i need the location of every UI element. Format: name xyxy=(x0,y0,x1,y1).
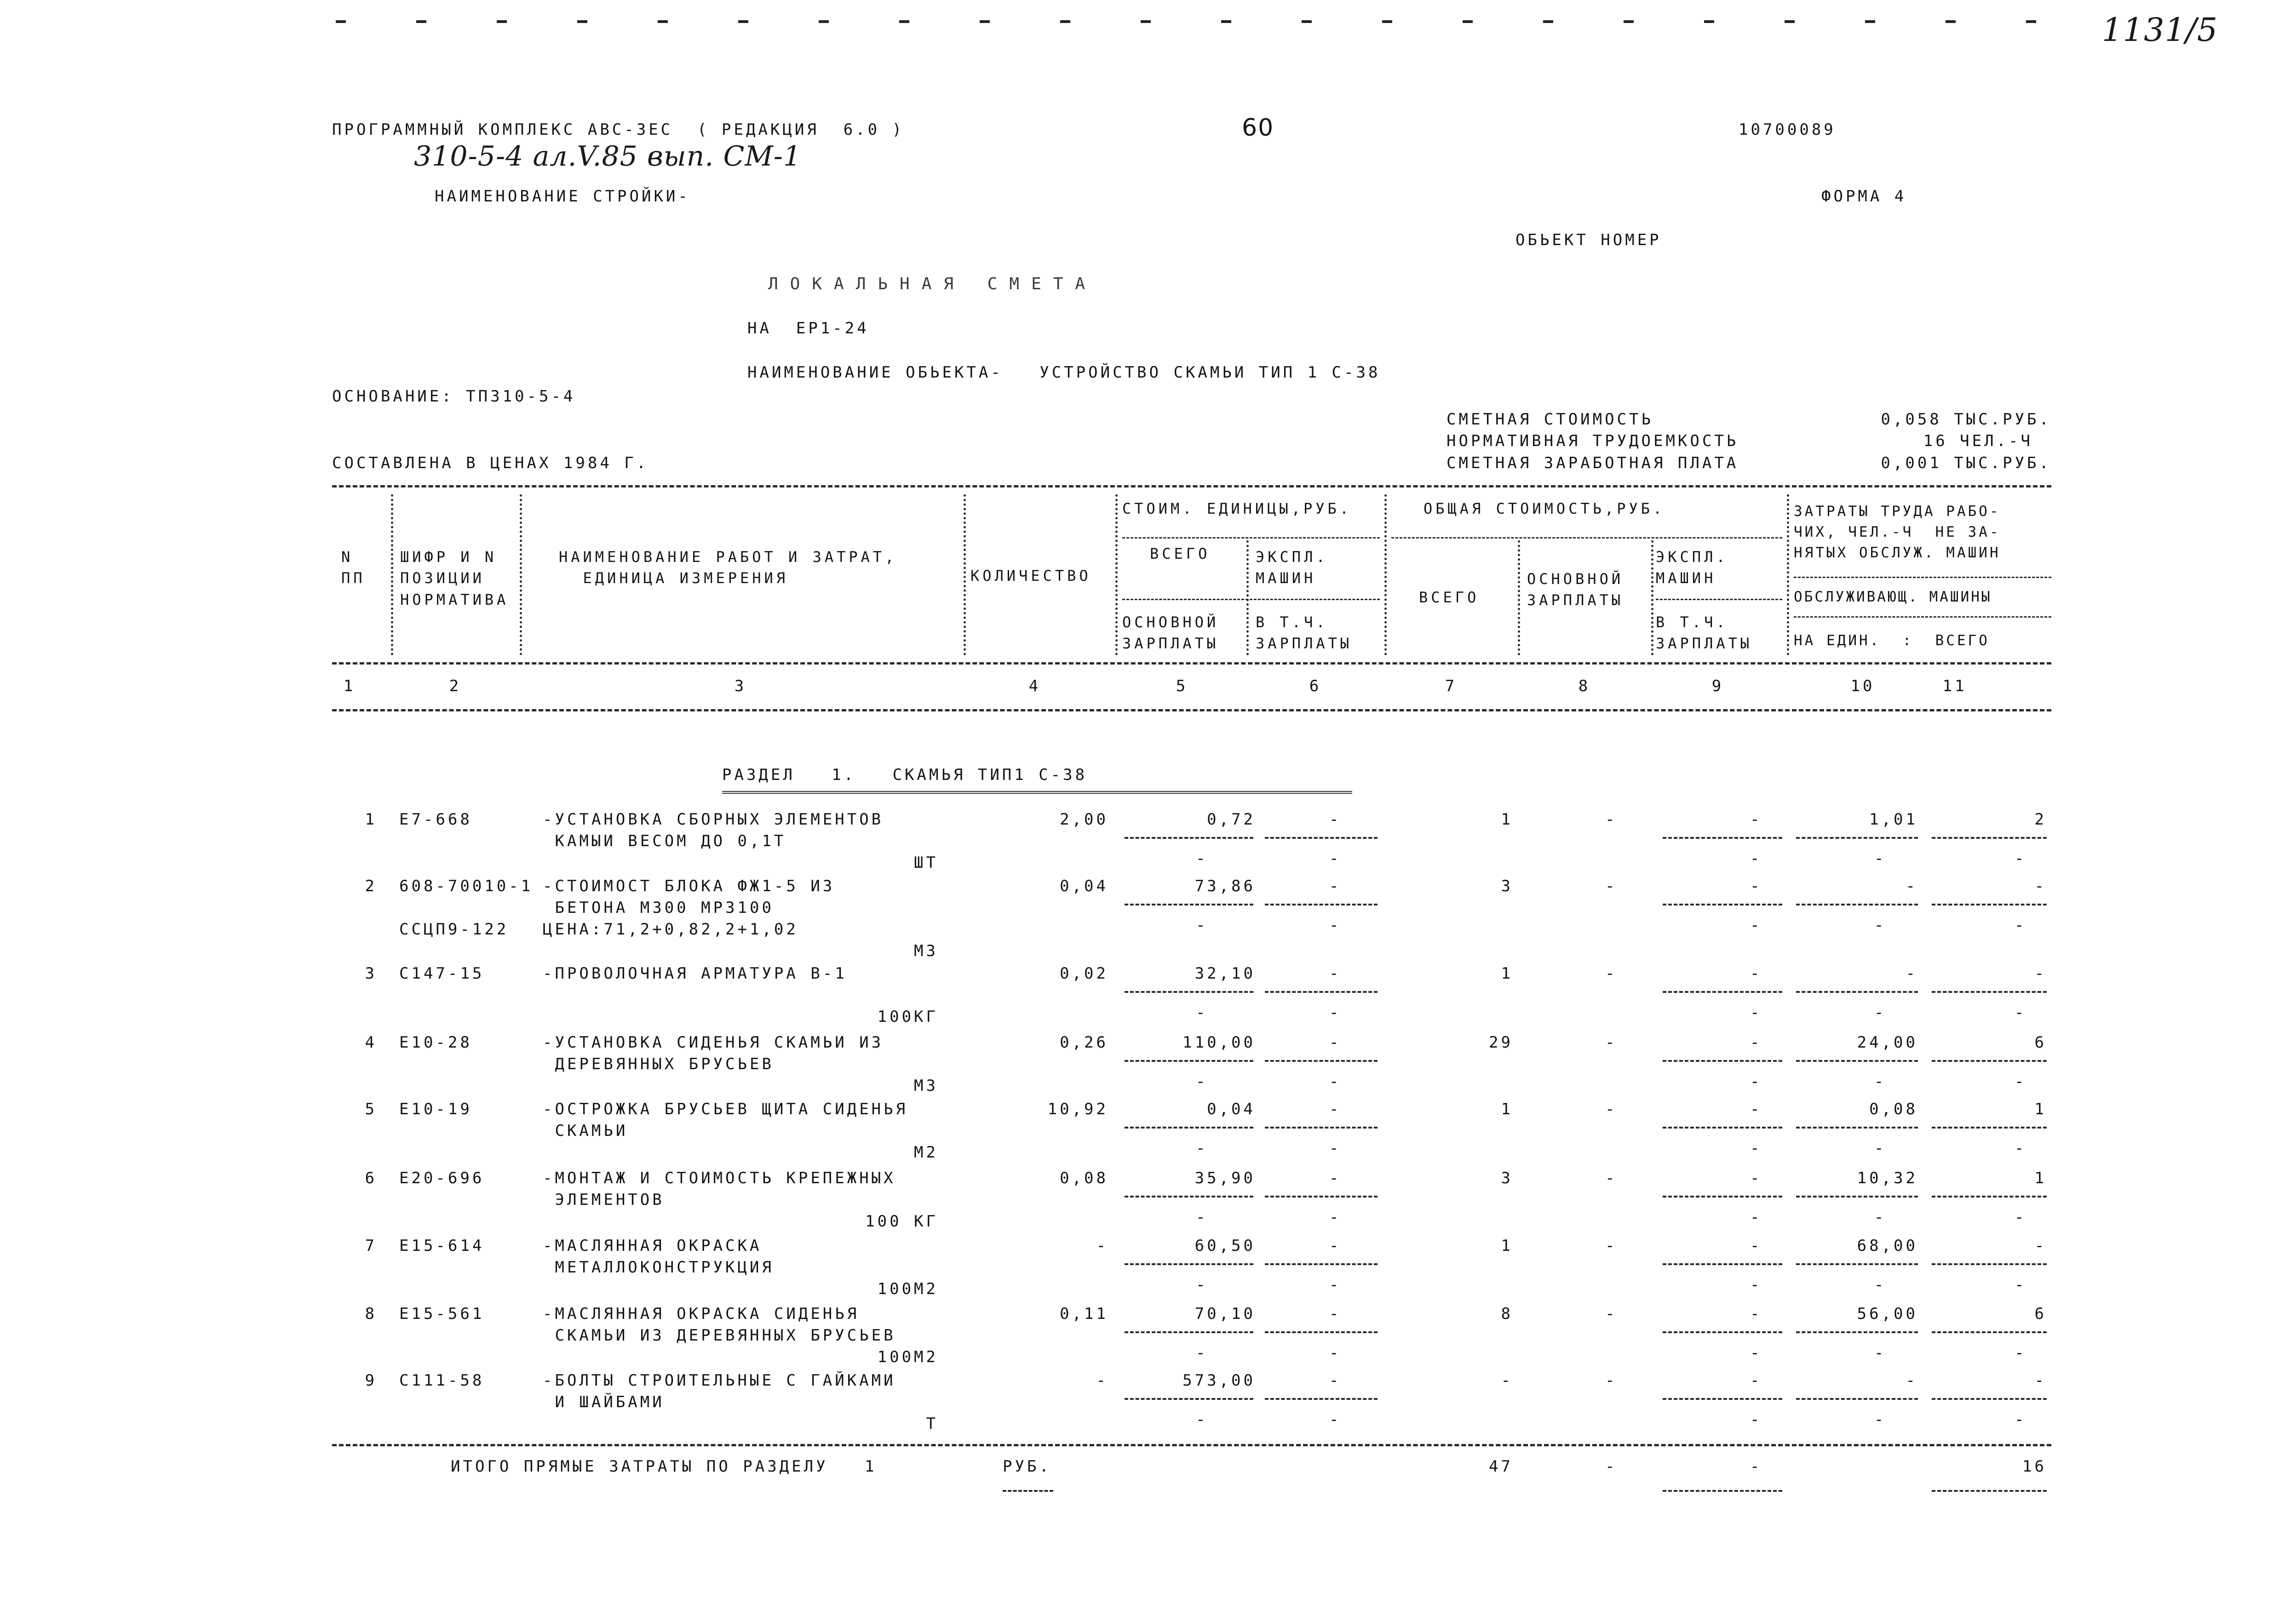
row-sub-value: - xyxy=(1329,1410,1342,1429)
row-sub-value: - xyxy=(1329,849,1342,868)
row-unit-expl: - xyxy=(1329,877,1342,895)
col-header-unit-total: ВСЕГО xyxy=(1150,545,1211,562)
row-sub-value: - xyxy=(1750,1072,1762,1091)
row-labor-total: - xyxy=(2034,877,2047,895)
row-sub-value: - xyxy=(1329,916,1342,934)
row-subrule xyxy=(1265,991,1378,993)
column-separator xyxy=(520,494,524,655)
col-header-total-wage2: В Т.Ч. ЗАРПЛАТЫ xyxy=(1656,613,1753,653)
row-name-line: СКАМЬИ xyxy=(543,1122,628,1140)
row-number: 8 xyxy=(365,1305,377,1323)
row-subrule xyxy=(1796,1127,1918,1129)
column-number: 6 xyxy=(1309,677,1322,695)
row-unit-total: 573,00 xyxy=(1182,1371,1256,1390)
row-name-line: СКАМЬИ ИЗ ДЕРЕВЯННЫХ БРУСЬЕВ xyxy=(543,1326,896,1345)
row-total: 3 xyxy=(1501,1169,1513,1187)
row-subrule xyxy=(1663,1263,1782,1265)
row-subrule xyxy=(1125,1060,1253,1062)
row-unit: М3 xyxy=(914,942,938,960)
row-subrule xyxy=(1796,991,1918,993)
col-header-labor: ЗАТРАТЫ ТРУДА РАБО- ЧИХ, ЧЕЛ.-Ч НЕ ЗА- НЯТЫХ ОБСЛУЖ. МАШИН xyxy=(1794,503,2001,561)
row-unit-expl: - xyxy=(1329,1100,1342,1118)
row-sub-value: - xyxy=(1874,1208,1887,1226)
row-unit-expl: - xyxy=(1329,964,1342,983)
col-header-total-wage: ОСНОВНОЙ ЗАРПЛАТЫ xyxy=(1527,570,1624,609)
row-labor-unit: 68,00 xyxy=(1857,1237,1918,1255)
row-subrule xyxy=(1125,904,1253,905)
row-number: 4 xyxy=(365,1033,377,1052)
row-subrule xyxy=(1663,1127,1782,1129)
row-labor-total: - xyxy=(2034,1237,2047,1255)
row-sub-value: - xyxy=(1196,1276,1208,1294)
row-code: С147-15 xyxy=(399,964,485,983)
row-sub-value: - xyxy=(2015,1208,2027,1226)
column-separator xyxy=(391,494,396,655)
row-unit-expl: - xyxy=(1329,1371,1342,1390)
row-sub-value: - xyxy=(1196,1003,1208,1022)
row-total: 1 xyxy=(1501,810,1513,829)
row-unit: М2 xyxy=(914,1143,938,1162)
column-number: 7 xyxy=(1445,677,1458,695)
row-code: Е10-28 xyxy=(399,1033,472,1052)
row-name-line: ДЕРЕВЯННЫХ БРУСЬЕВ xyxy=(543,1055,774,1073)
row-subrule xyxy=(1663,837,1782,839)
col-header-labor2: ОБСЛУЖИВАЮЩ. МАШИНЫ xyxy=(1794,589,1992,605)
row-sub-value: - xyxy=(1329,1003,1342,1022)
row-number: 3 xyxy=(365,964,377,983)
row-sub-value: - xyxy=(1196,1208,1208,1226)
row-sub-value: - xyxy=(1874,916,1887,934)
row-unit: Т xyxy=(926,1415,938,1433)
row-code: Е7-668 xyxy=(399,810,472,829)
row-unit-expl: - xyxy=(1329,1033,1342,1052)
row-labor-total: 6 xyxy=(2034,1033,2047,1052)
row-number: 7 xyxy=(365,1237,377,1255)
row-sub-value: - xyxy=(1874,1003,1887,1022)
row-sub-value: - xyxy=(1196,1072,1208,1091)
row-name-line: МЕТАЛЛОКОНСТРУКЦИЯ xyxy=(543,1258,774,1277)
row-name-line: КАМЫИ ВЕСОМ ДО 0,1Т xyxy=(543,832,786,850)
column-separator xyxy=(964,494,968,655)
row-code: Е15-561 xyxy=(399,1305,485,1323)
row-quantity: 0,04 xyxy=(1060,877,1108,895)
construction-label: НАИМЕНОВАНИЕ СТРОЙКИ- xyxy=(435,187,690,206)
col-header-total-all: ВСЕГО xyxy=(1419,589,1480,606)
row-unit-expl: - xyxy=(1329,810,1342,829)
row-subrule xyxy=(1125,991,1253,993)
summary-label: СМЕТНАЯ ЗАРАБОТНАЯ ПЛАТА xyxy=(1446,454,1739,472)
row-subrule xyxy=(1125,837,1253,839)
estimate-target: НА ЕР1-24 xyxy=(747,319,869,338)
row-total-wage: - xyxy=(1605,1305,1618,1323)
row-labor-total: 6 xyxy=(2034,1305,2047,1323)
row-subrule xyxy=(1265,1398,1378,1400)
row-quantity: - xyxy=(1096,1237,1108,1255)
header-rule xyxy=(1122,537,1380,539)
summary-value: 0,001 ТЫС.РУБ. xyxy=(1881,454,2051,472)
row-labor-total: 1 xyxy=(2034,1169,2047,1187)
row-unit-total: 0,04 xyxy=(1207,1100,1256,1118)
row-subrule xyxy=(1796,1398,1918,1400)
row-subrule xyxy=(1932,904,2047,905)
table-rule xyxy=(332,1444,2051,1446)
row-subrule xyxy=(1663,1398,1782,1400)
row-unit: 100 КГ xyxy=(865,1212,938,1231)
row-labor-unit: 1,01 xyxy=(1869,810,1918,829)
section-total-expl: - xyxy=(1750,1457,1762,1476)
header-rule xyxy=(1391,537,1782,539)
header-rule xyxy=(1656,599,1782,600)
row-total-wage: - xyxy=(1605,1371,1618,1390)
column-number: 2 xyxy=(449,677,462,695)
row-code: Е10-19 xyxy=(399,1100,472,1118)
row-subrule xyxy=(1932,1127,2047,1129)
row-number: 1 xyxy=(365,810,377,829)
row-code-secondary: ССЦП9-122 xyxy=(399,920,509,939)
row-labor-unit: 56,00 xyxy=(1857,1305,1918,1323)
row-subrule xyxy=(1663,1331,1782,1333)
row-total: 8 xyxy=(1501,1305,1513,1323)
row-unit-total: 0,72 xyxy=(1207,810,1256,829)
row-subrule xyxy=(1265,1331,1378,1333)
row-name-line: -ПРОВОЛОЧНАЯ АРМАТУРА В-1 xyxy=(543,964,847,983)
section-underline xyxy=(722,791,1352,794)
row-subrule xyxy=(1796,1196,1918,1197)
row-name-line: ЭЛЕМЕНТОВ xyxy=(543,1191,665,1209)
row-number: 2 xyxy=(365,877,377,895)
row-unit-total: 73,86 xyxy=(1194,877,1256,895)
row-unit-total: 110,00 xyxy=(1182,1033,1256,1052)
row-subrule xyxy=(1125,1127,1253,1129)
row-quantity: 0,08 xyxy=(1060,1169,1108,1187)
row-sub-value: - xyxy=(1750,1003,1762,1022)
row-labor-total: 1 xyxy=(2034,1100,2047,1118)
row-labor-unit: - xyxy=(1906,964,1918,983)
total-underline xyxy=(1663,1490,1782,1492)
col-header-unit-wage: ОСНОВНОЙ ЗАРПЛАТЫ xyxy=(1122,613,1219,653)
row-subrule xyxy=(1932,1331,2047,1333)
row-subrule xyxy=(1125,1398,1253,1400)
row-total: - xyxy=(1501,1371,1513,1390)
row-unit-total: 32,10 xyxy=(1194,964,1256,983)
section-total-sum: 47 xyxy=(1489,1457,1513,1476)
col-header-n: N ПП xyxy=(341,548,366,587)
row-sub-value: - xyxy=(1874,1276,1887,1294)
row-labor-unit: 10,32 xyxy=(1857,1169,1918,1187)
col-header-unit-cost: СТОИМ. ЕДИНИЦЫ,РУБ. xyxy=(1122,500,1352,517)
row-subrule xyxy=(1663,1060,1782,1062)
row-subrule xyxy=(1125,1331,1253,1333)
row-labor-total: - xyxy=(2034,1371,2047,1390)
page-number: 60 xyxy=(1242,114,1274,142)
row-quantity: 0,11 xyxy=(1060,1305,1108,1323)
row-code: С111-58 xyxy=(399,1371,485,1390)
row-total: 1 xyxy=(1501,1237,1513,1255)
row-sub-value: - xyxy=(2015,916,2027,934)
header-rule xyxy=(1794,616,2051,618)
row-labor-unit: 24,00 xyxy=(1857,1033,1918,1052)
row-sub-value: - xyxy=(1329,1208,1342,1226)
row-total-expl: - xyxy=(1750,1305,1762,1323)
row-subrule xyxy=(1932,1060,2047,1062)
row-subrule xyxy=(1796,837,1918,839)
row-name-line: -УСТАНОВКА СБОРНЫХ ЭЛЕМЕНТОВ xyxy=(543,810,884,829)
row-total-wage: - xyxy=(1605,1169,1618,1187)
section-total-currency: РУБ. xyxy=(1003,1457,1051,1476)
column-number: 5 xyxy=(1176,677,1188,695)
col-header-code: ШИФР И N ПОЗИЦИИ НОРМАТИВА xyxy=(400,548,509,608)
row-subrule xyxy=(1265,1060,1378,1062)
row-total-expl: - xyxy=(1750,1371,1762,1390)
row-total: 29 xyxy=(1489,1033,1513,1052)
column-separator xyxy=(1518,540,1522,655)
table-rule xyxy=(332,485,2051,487)
column-separator xyxy=(1787,494,1791,655)
row-sub-value: - xyxy=(1750,916,1762,934)
row-name-line: И ШАЙБАМИ xyxy=(543,1393,665,1411)
row-sub-value: - xyxy=(2015,1003,2027,1022)
row-subrule xyxy=(1125,1196,1253,1197)
section-title: РАЗДЕЛ 1. СКАМЬЯ ТИП1 С-38 xyxy=(722,766,1088,784)
col-header-unit-wage2: В Т.Ч. ЗАРПЛАТЫ xyxy=(1256,613,1353,653)
column-number: 9 xyxy=(1711,677,1724,695)
row-sub-value: - xyxy=(2015,1139,2027,1157)
row-sub-value: - xyxy=(1329,1276,1342,1294)
row-total-wage: - xyxy=(1605,1237,1618,1255)
row-code: Е20-696 xyxy=(399,1169,485,1187)
col-header-qty: КОЛИЧЕСТВО xyxy=(970,567,1091,584)
row-subrule xyxy=(1265,904,1378,905)
row-sub-value: - xyxy=(1750,1276,1762,1294)
col-header-labor3: НА ЕДИН. : ВСЕГО xyxy=(1794,632,1990,649)
row-total-wage: - xyxy=(1605,877,1618,895)
row-total-expl: - xyxy=(1750,877,1762,895)
form-label: ФОРМА 4 xyxy=(1821,187,1907,206)
column-number: 3 xyxy=(734,677,747,695)
row-name-line: БЕТОНА М300 МР3100 xyxy=(543,899,774,917)
row-quantity: 0,26 xyxy=(1060,1033,1108,1052)
row-number: 9 xyxy=(365,1371,377,1390)
row-subrule xyxy=(1932,1263,2047,1265)
row-sub-value: - xyxy=(1750,849,1762,868)
row-subrule xyxy=(1932,991,2047,993)
row-sub-value: - xyxy=(1874,849,1887,868)
row-subrule xyxy=(1932,837,2047,839)
row-sub-value: - xyxy=(2015,1276,2027,1294)
row-name-line: -МАСЛЯННАЯ ОКРАСКА xyxy=(543,1237,762,1255)
row-subrule xyxy=(1796,1331,1918,1333)
row-total-expl: - xyxy=(1750,964,1762,983)
row-subrule xyxy=(1663,991,1782,993)
column-number: 10 xyxy=(1850,677,1875,695)
row-unit: ШТ xyxy=(914,854,938,872)
row-total-wage: - xyxy=(1605,810,1618,829)
row-name-line: -МОНТАЖ И СТОИМОСТЬ КРЕПЕЖНЫХ xyxy=(543,1169,896,1187)
header-rule xyxy=(1122,599,1380,600)
column-number: 1 xyxy=(343,677,356,695)
row-sub-value: - xyxy=(2015,1410,2027,1429)
section-total-labor: 16 xyxy=(2022,1457,2047,1476)
row-total-expl: - xyxy=(1750,1033,1762,1052)
row-unit-total: 35,90 xyxy=(1194,1169,1256,1187)
row-total-expl: - xyxy=(1750,1237,1762,1255)
row-unit: 100КГ xyxy=(877,1008,938,1026)
row-sub-value: - xyxy=(1196,916,1208,934)
row-sub-value: - xyxy=(1196,1410,1208,1429)
row-total: 1 xyxy=(1501,964,1513,983)
program-line: ПРОГРАММНЫЙ КОМПЛЕКС АВС-ЗЕС ( РЕДАКЦИЯ 6.0 ) xyxy=(332,120,905,139)
row-labor-total: - xyxy=(2034,964,2047,983)
row-subrule xyxy=(1663,904,1782,905)
row-total-expl: - xyxy=(1750,810,1762,829)
row-total-expl: - xyxy=(1750,1169,1762,1187)
row-name-line: -СТОИМОСТ БЛОКА ФЖ1-5 ИЗ xyxy=(543,877,835,895)
row-sub-value: - xyxy=(1196,1139,1208,1157)
row-unit-expl: - xyxy=(1329,1169,1342,1187)
row-subrule xyxy=(1265,1196,1378,1197)
basis: ОСНОВАНИЕ: ТП310-5-4 xyxy=(332,387,576,406)
page-title: ЛОКАЛЬНАЯ СМЕТА xyxy=(768,275,1097,293)
row-quantity: 10,92 xyxy=(1047,1100,1108,1118)
row-sub-value: - xyxy=(1874,1139,1887,1157)
summary-value: 16 ЧЕЛ.-Ч xyxy=(1923,432,2033,450)
row-unit-expl: - xyxy=(1329,1305,1342,1323)
row-sub-value: - xyxy=(1750,1208,1762,1226)
total-underline xyxy=(1003,1490,1053,1492)
row-name-line: -МАСЛЯННАЯ ОКРАСКА СИДЕНЬЯ xyxy=(543,1305,860,1323)
object-name: НАИМЕНОВАНИЕ ОБЬЕКТА- УСТРОЙСТВО СКАМЬИ ТИП 1 С-38 xyxy=(747,363,1381,382)
row-subrule xyxy=(1796,1263,1918,1265)
row-total: 1 xyxy=(1501,1100,1513,1118)
row-quantity: - xyxy=(1096,1371,1108,1390)
handwritten-reference: 310-5-4 ал.V.85 вып. СМ-1 xyxy=(414,140,802,172)
row-name-line: -БОЛТЫ СТРОИТЕЛЬНЫЕ С ГАЙКАМИ xyxy=(543,1371,896,1390)
row-sub-value: - xyxy=(1329,1344,1342,1362)
row-subrule xyxy=(1265,1127,1378,1129)
price-year: СОСТАВЛЕНА В ЦЕНАХ 1984 Г. xyxy=(332,454,649,472)
column-number: 4 xyxy=(1028,677,1041,695)
column-separator xyxy=(1246,540,1251,655)
row-subrule xyxy=(1932,1196,2047,1197)
col-header-total-cost: ОБЩАЯ СТОИМОСТЬ,РУБ. xyxy=(1424,500,1665,517)
row-labor-unit: 0,08 xyxy=(1869,1100,1918,1118)
row-name-line: -УСТАНОВКА СИДЕНЬЯ СКАМЬИ ИЗ xyxy=(543,1033,884,1052)
row-labor-unit: - xyxy=(1906,1371,1918,1390)
row-subrule xyxy=(1663,1196,1782,1197)
row-sub-value: - xyxy=(1750,1344,1762,1362)
col-header-total-expl: ЭКСПЛ. МАШИН xyxy=(1656,548,1728,587)
row-unit: 100М2 xyxy=(877,1280,938,1298)
row-subrule xyxy=(1796,904,1918,905)
row-labor-total: 2 xyxy=(2034,810,2047,829)
row-labor-unit: - xyxy=(1906,877,1918,895)
row-subrule xyxy=(1796,1060,1918,1062)
row-sub-value: - xyxy=(1750,1410,1762,1429)
row-sub-value: - xyxy=(2015,1072,2027,1091)
row-number: 6 xyxy=(365,1169,377,1187)
row-sub-value: - xyxy=(1329,1072,1342,1091)
row-unit: 100М2 xyxy=(877,1348,938,1366)
row-subrule xyxy=(1125,1263,1253,1265)
row-quantity: 2,00 xyxy=(1060,810,1108,829)
row-sub-value: - xyxy=(1874,1072,1887,1091)
col-header-name: НАИМЕНОВАНИЕ РАБОТ И ЗАТРАТ, ЕДИНИЦА ИЗМЕРЕНИЯ xyxy=(559,548,897,587)
row-sub-value: - xyxy=(1750,1139,1762,1157)
row-unit-total: 70,10 xyxy=(1194,1305,1256,1323)
row-sub-value: - xyxy=(1329,1139,1342,1157)
row-sub-value: - xyxy=(1196,849,1208,868)
row-quantity: 0,02 xyxy=(1060,964,1108,983)
row-unit: М3 xyxy=(914,1077,938,1095)
row-subrule xyxy=(1265,837,1378,839)
row-number: 5 xyxy=(365,1100,377,1118)
col-header-unit-expl: ЭКСПЛ. МАШИН xyxy=(1256,548,1328,587)
row-unit-total: 60,50 xyxy=(1194,1237,1256,1255)
row-code: Е15-614 xyxy=(399,1237,485,1255)
table-rule xyxy=(332,662,2051,665)
row-sub-value: - xyxy=(1874,1410,1887,1429)
column-number: 11 xyxy=(1942,677,1967,695)
column-separator xyxy=(1115,494,1120,655)
row-total-wage: - xyxy=(1605,1033,1618,1052)
row-total-expl: - xyxy=(1750,1100,1762,1118)
corner-note: 1131/5 xyxy=(2102,11,2218,49)
object-number: ОБЬЕКТ НОМЕР xyxy=(1515,231,1662,249)
row-name-line: ЦЕНА:71,2+0,82,2+1,02 xyxy=(543,920,798,939)
row-unit-expl: - xyxy=(1329,1237,1342,1255)
column-separator xyxy=(1384,494,1389,655)
row-subrule xyxy=(1265,1263,1378,1265)
row-code: 608-70010-1 xyxy=(399,877,534,895)
row-sub-value: - xyxy=(2015,1344,2027,1362)
column-number: 8 xyxy=(1578,677,1591,695)
row-total-wage: - xyxy=(1605,1100,1618,1118)
document-code: 10700089 xyxy=(1739,120,1836,139)
header-rule xyxy=(1794,577,2051,578)
table-rule xyxy=(332,709,2051,711)
row-sub-value: - xyxy=(1196,1344,1208,1362)
summary-value: 0,058 ТЫС.РУБ. xyxy=(1881,410,2051,429)
row-sub-value: - xyxy=(2015,849,2027,868)
summary-label: СМЕТНАЯ СТОИМОСТЬ xyxy=(1446,410,1653,429)
row-total-wage: - xyxy=(1605,964,1618,983)
row-total: 3 xyxy=(1501,877,1513,895)
row-name-line: -ОСТРОЖКА БРУСЬЕВ ЩИТА СИДЕНЬЯ xyxy=(543,1100,908,1118)
summary-label: НОРМАТИВНАЯ ТРУДОЕМКОСТЬ xyxy=(1446,432,1739,450)
section-total-label: ИТОГО ПРЯМЫЕ ЗАТРАТЫ ПО РАЗДЕЛУ 1 xyxy=(451,1457,877,1476)
column-separator xyxy=(1651,540,1656,655)
total-underline xyxy=(1932,1490,2047,1492)
section-total-wage: - xyxy=(1605,1457,1618,1476)
row-sub-value: - xyxy=(1874,1344,1887,1362)
row-subrule xyxy=(1932,1398,2047,1400)
